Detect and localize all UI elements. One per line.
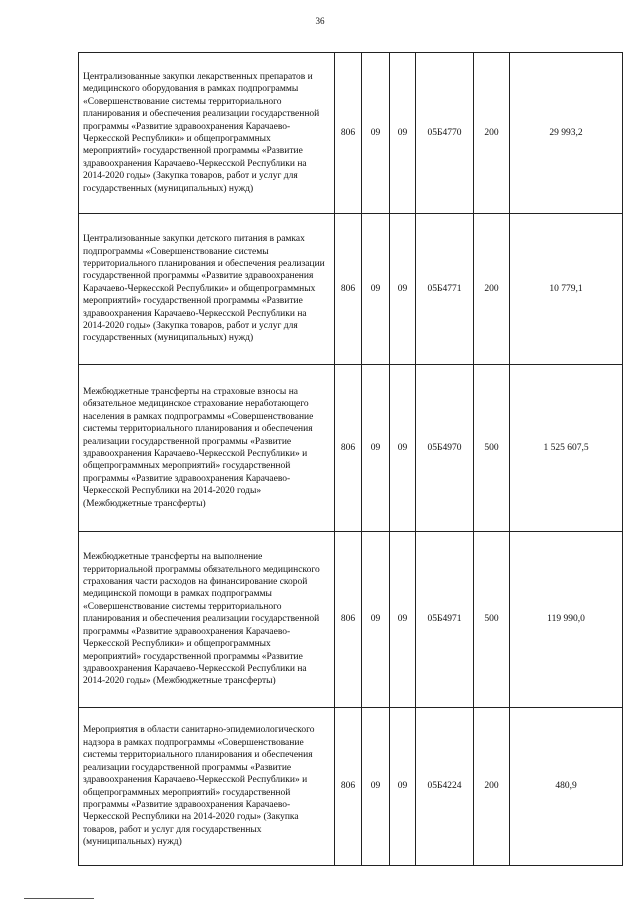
target-code: 05Б4224 (416, 708, 474, 866)
expense-type-code: 200 (474, 214, 510, 365)
table-row (79, 708, 623, 866)
row-description: Централизованные закупки детского питания в рамках подпрограммы «Совершенствование системы территориального планирования и обеспечения реализации государственной программы «Развитие здравоохранения Карачаево-Черкесской Республики» и общепрограммных мероприятий» государственной программы «Развитие здравоохранения Карачаево-Черкесской Республики на 2014-2020 годы» (Закупка товаров, работ и услуг для государственных (муниципальных) нужд) (79, 214, 335, 365)
section-code: 09 (362, 532, 390, 708)
ministry-code: 806 (335, 214, 362, 365)
table-row (79, 365, 623, 532)
budget-table (78, 52, 623, 866)
subsection-code: 09 (390, 708, 416, 866)
amount: 10 779,1 (510, 214, 623, 365)
amount: 119 990,0 (510, 532, 623, 708)
section-code: 09 (362, 708, 390, 866)
amount: 29 993,2 (510, 53, 623, 214)
target-code: 05Б4770 (416, 53, 474, 214)
section-code: 09 (362, 365, 390, 532)
ministry-code: 806 (335, 365, 362, 532)
table-row (79, 53, 623, 214)
section-code: 09 (362, 214, 390, 365)
amount: 1 525 607,5 (510, 365, 623, 532)
footer-divider (24, 898, 94, 899)
section-code: 09 (362, 53, 390, 214)
expense-type-code: 500 (474, 365, 510, 532)
amount: 480,9 (510, 708, 623, 866)
ministry-code: 806 (335, 708, 362, 866)
page-number: 36 (315, 16, 325, 26)
subsection-code: 09 (390, 53, 416, 214)
row-description: Межбюджетные трансферты на страховые взносы на обязательное медицинское страхование неработающего населения в рамках подпрограммы «Совершенствование системы территориального планирования и обеспечения реализации государственной программы «Развитие здравоохранения Карачаево-Черкесской Республики» и общепрограммных мероприятий» государственной программы «Развитие здравоохранения Карачаево-Черкесской Республики на 2014-2020 годы» (Межбюджетные трансферты) (79, 365, 335, 532)
expense-type-code: 200 (474, 708, 510, 866)
row-description: Мероприятия в области санитарно-эпидемиологического надзора в рамках подпрограммы «Совершенствование системы территориального планирования и обеспечения реализации государственной программы «Развитие здравоохранения Карачаево-Черкесской Республики» и общепрограммных мероприятий» государственной программы «Развитие здравоохранения Карачаево-Черкесской Республики на 2014-2020 годы» (Закупка товаров, работ и услуг для государственных (муниципальных) нужд) (79, 708, 335, 866)
table-row (79, 214, 623, 365)
target-code: 05Б4971 (416, 532, 474, 708)
table-row (79, 532, 623, 708)
ministry-code: 806 (335, 532, 362, 708)
subsection-code: 09 (390, 532, 416, 708)
target-code: 05Б4970 (416, 365, 474, 532)
row-description: Межбюджетные трансферты на выполнение территориальной программы обязательного медицинского страхования части расходов на финансирование скорой медицинской помощи в рамках подпрограммы «Совершенствование системы территориального планирования и обеспечения реализации государственной программы «Развитие здравоохранения Карачаево-Черкесской Республики» и общепрограммных мероприятий» государственной программы «Развитие здравоохранения Карачаево-Черкесской Республики на 2014-2020 годы» (Межбюджетные трансферты) (79, 532, 335, 708)
subsection-code: 09 (390, 365, 416, 532)
row-description: Централизованные закупки лекарственных препаратов и медицинского оборудования в рамках подпрограммы «Совершенствование системы территориального планирования и обеспечения реализации государственной программы «Развитие здравоохранения Карачаево-Черкесской Республики» и общепрограммных мероприятий» государственной программы «Развитие здравоохранения Карачаево-Черкесской Республики на 2014-2020 годы» (Закупка товаров, работ и услуг для государственных (муниципальных) нужд) (79, 53, 335, 214)
subsection-code: 09 (390, 214, 416, 365)
expense-type-code: 200 (474, 53, 510, 214)
expense-type-code: 500 (474, 532, 510, 708)
target-code: 05Б4771 (416, 214, 474, 365)
ministry-code: 806 (335, 53, 362, 214)
